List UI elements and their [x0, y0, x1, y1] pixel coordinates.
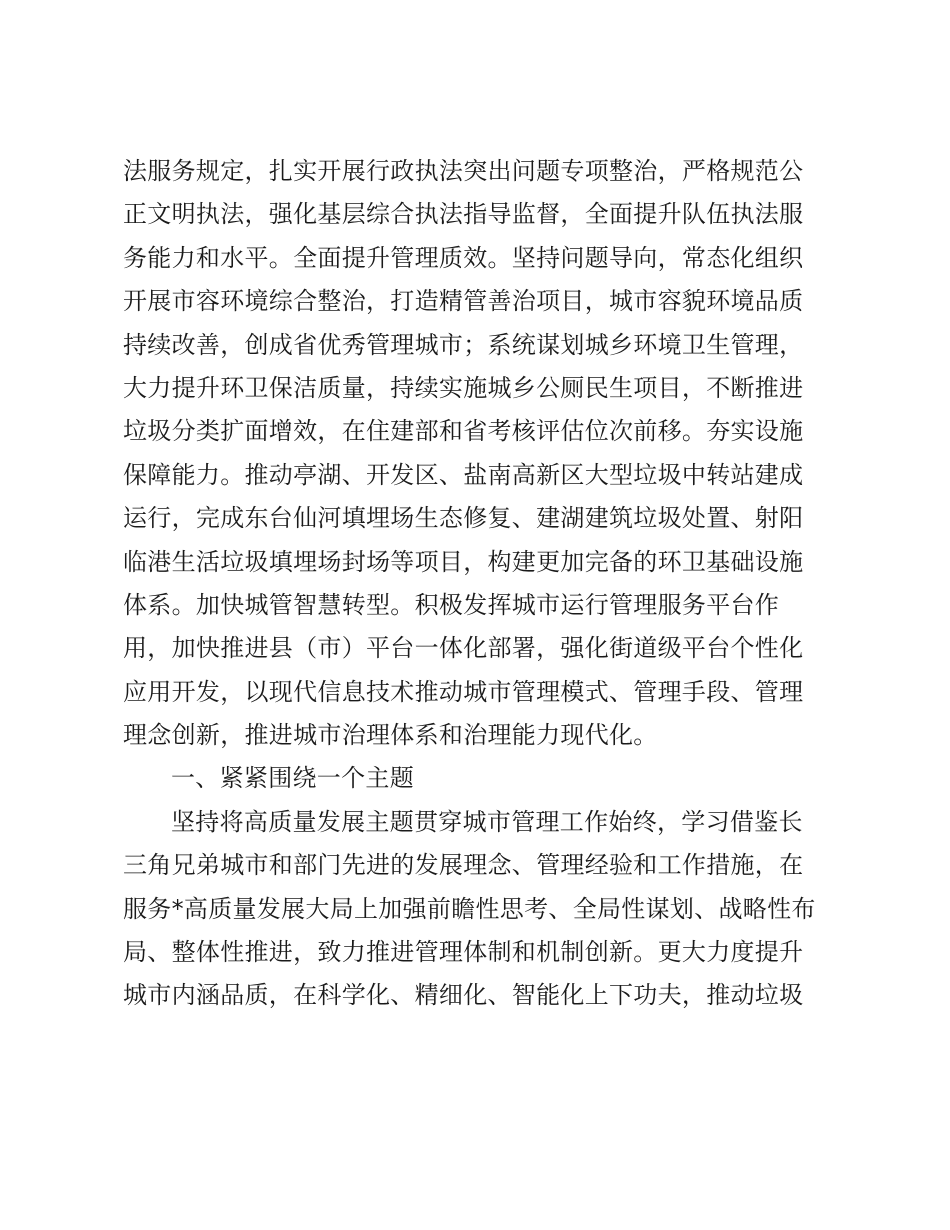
paragraph-line: 垃圾分类扩面增效，在住建部和省考核评估位次前移。夯实设施: [123, 417, 804, 446]
paragraph-line: 大力提升环卫保洁质量，持续实施城乡公厕民生项目，不断推进: [123, 373, 804, 402]
section-heading: 一、紧紧围绕一个主题: [171, 764, 414, 793]
paragraph-line: 用，加快推进县（市）平台一体化部署，强化街道级平台个性化: [123, 634, 804, 663]
paragraph-line: 服务*高质量发展大局上加强前瞻性思考、全局性谋划、战略性布: [123, 894, 816, 923]
paragraph-line: 持续改善，创成省优秀管理城市；系统谋划城乡环境卫生管理，: [123, 330, 804, 359]
paragraph-line: 法服务规定，扎实开展行政执法突出问题专项整治，严格规范公: [123, 157, 804, 185]
paragraph-line: 城市内涵品质，在科学化、精细化、智能化上下功夫，推动垃圾: [123, 981, 804, 1010]
paragraph-line: 运行，完成东台仙河填埋场生态修复、建湖建筑垃圾处置、射阳: [123, 504, 804, 533]
paragraph-line: 保障能力。推动亭湖、开发区、盐南高新区大型垃圾中转站建成: [123, 460, 804, 489]
paragraph-line: 正文明执法，强化基层综合执法指导监督，全面提升队伍执法服: [123, 200, 804, 229]
paragraph-line: 坚持将高质量发展主题贯穿城市管理工作始终，学习借鉴长: [171, 807, 803, 836]
paragraph-line: 体系。加快城管智慧转型。积极发挥城市运行管理服务平台作: [123, 590, 780, 619]
paragraph-line: 三角兄弟城市和部门先进的发展理念、管理经验和工作措施，在: [123, 851, 804, 880]
paragraph-line: 应用开发，以现代信息技术推动城市管理模式、管理手段、管理: [123, 677, 804, 706]
paragraph-line: 局、整体性推进，致力推进管理体制和机制创新。更大力度提升: [123, 938, 804, 967]
document-body: [123, 150, 843, 1018]
paragraph-line: 务能力和水平。全面提升管理质效。坚持问题导向，常态化组织: [123, 243, 804, 272]
paragraph-line: 临港生活垃圾填埋场封场等项目，构建更加完备的环卫基础设施: [123, 547, 804, 576]
paragraph-line: 开展市容环境综合整治，打造精管善治项目，城市容貌环境品质: [123, 287, 804, 316]
paragraph-line: 理念创新，推进城市治理体系和治理能力现代化。: [123, 721, 658, 750]
